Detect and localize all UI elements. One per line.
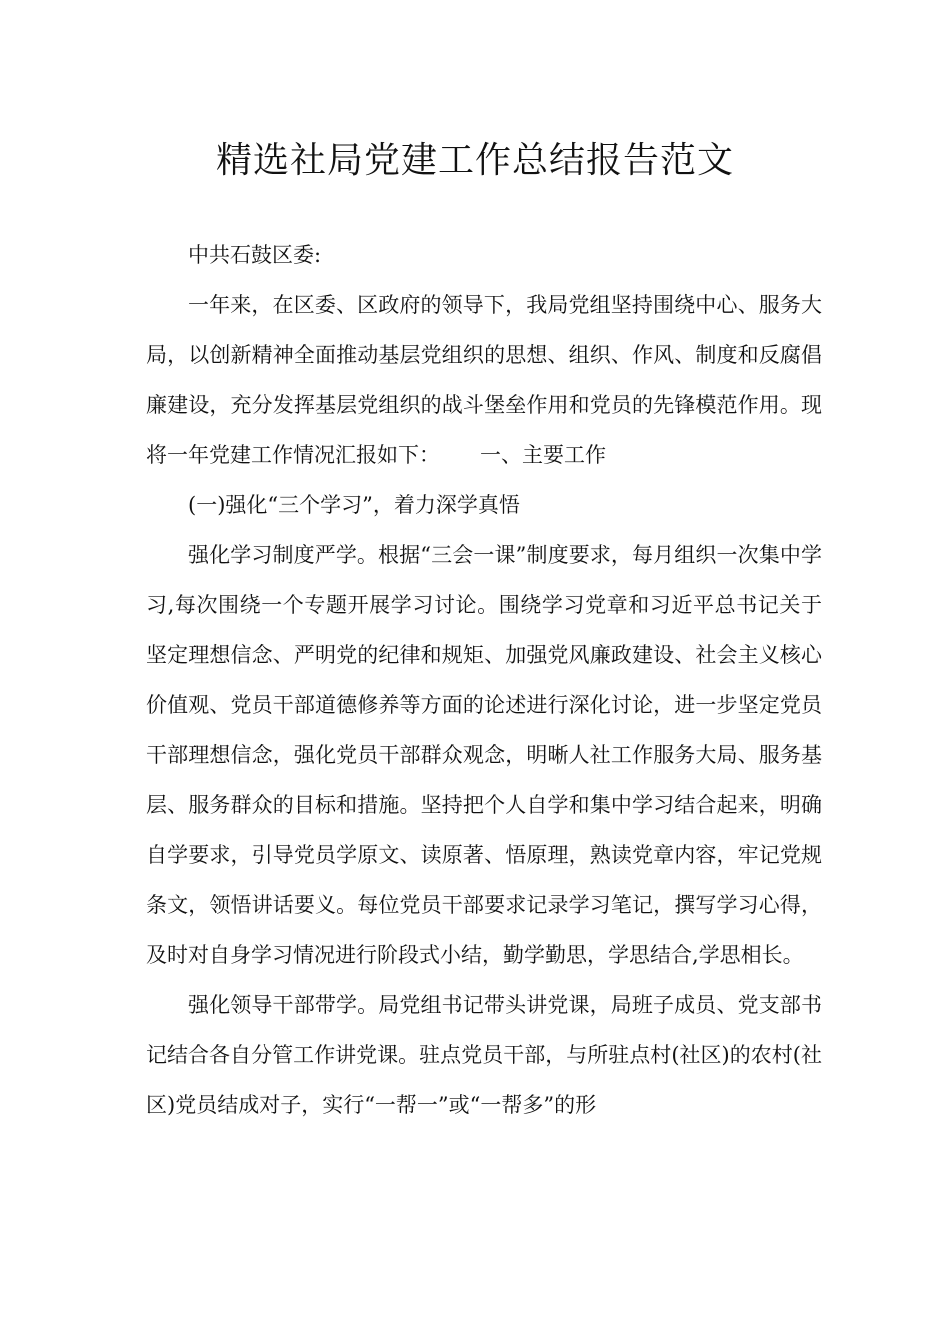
paragraph-intro bbox=[146, 280, 822, 480]
paragraph-intro-text: 一年来，在区委、区政府的领导下，我局党组坚持围绕中心、服务大局，以创新精神全面推动基层党组织的思想、组织、作风、制度和反腐倡廉建设，充分发挥基层党组织的战斗堡垒作用和党员的先锋模范作用。现将一年党建工作情况汇报如下： bbox=[146, 293, 822, 467]
document-title: 精选社局党建工作总结报告范文 bbox=[215, 140, 734, 181]
paragraph-leader-study: 强化领导干部带学。局党组书记带头讲党课，局班子成员、党支部书记结合各自分管工作讲党课。驻点党员干部，与所驻点村(社区)的农村(社区)党员结成对子，实行“一帮一”或“一帮多”的形 bbox=[146, 993, 822, 1117]
salutation: 中共石鼓区委: bbox=[188, 243, 322, 267]
paragraph-study-system: 强化学习制度严学。根据“三会一课”制度要求，每月组织一次集中学习,每次围绕一个专题开展学习讨论。围绕学习党章和习近平总书记关于坚定理想信念、严明党的纪律和规矩、加强党风廉政建设、社会主义核心价值观、党员干部道德修养等方面的论述进行深化讨论，进一步坚定党员干部理想信念，强化党员干部群众观念，明晰人社工作服务大局、服务基层、服务群众的目标和措施。坚持把个人自学和集中学习结合起来，明确自学要求，引导党员学原文、读原著、悟原理，熟读党章内容，牢记党规条文，领悟讲话要义。每位党员干部要求记录学习笔记，撰写学习心得，及时对自身学习情况进行阶段式小结，勤学勤思，学思结合,学思相长。 bbox=[146, 543, 822, 967]
subheading-three-studies: (一)强化“三个学习”，着力深学真悟 bbox=[188, 493, 520, 517]
document-body bbox=[146, 230, 822, 1130]
section-heading-main-work: 一、主要工作 bbox=[480, 443, 606, 467]
